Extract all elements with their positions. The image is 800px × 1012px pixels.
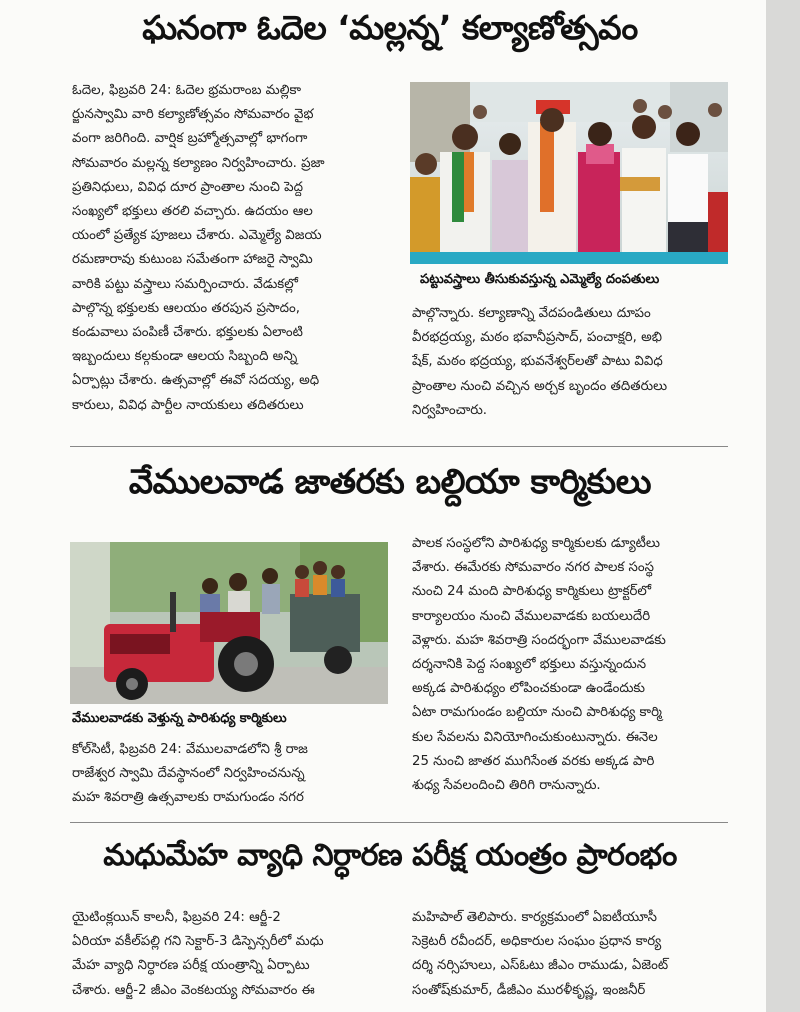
text-line: 25 నుంచి జాతర ముగిసేంత వరకు అక్కడ పారి xyxy=(412,753,655,769)
article1-right-column xyxy=(412,302,732,423)
text-line: సెక్రెటరీ రవీందర్, అధికారుల సంఘం ప్రధాన కార్య xyxy=(412,934,662,950)
text-line: మహిపాల్ తెలిపారు. కార్యక్రమంలో ఏఐటీయూసీ xyxy=(412,910,657,925)
text-line: శుధ్య సేవలందించి తిరిగి రానున్నారు. xyxy=(412,778,601,794)
text-line: దర్శి నర్సిహులు, ఎస్‌ఓటు జీఎం రాముడు, ఏజెంట్ xyxy=(412,958,669,974)
text-line: ఏర్పాట్లు చేశారు. ఉత్సవాల్లో ఈవో సదయ్య, అధి xyxy=(72,373,320,389)
text-line: వెళ్లారు. మహ శివరాత్రి సందర్భంగా వేములవాడకు xyxy=(412,632,666,648)
text-line: కార్యాలయం నుంచి వేములవాడకు బయలుదేరి xyxy=(412,608,651,624)
text-line: మేహ వ్యాధి నిర్ధారణ పరీక్ష యంత్రాన్ని ఏర్పాటు xyxy=(72,958,310,974)
text-line: పాలక సంస్థలోని పారిశుధ్య కార్మికులకు డ్యూటీలు xyxy=(412,536,660,551)
text-line: వేశారు. ఈమేరకు సోమవారం నగర పాలక సంస్థ xyxy=(412,560,654,576)
text-line: యైటింక్లయిన్ కాలనీ, ఫిబ్రవరి 24: ఆర్జీ-2 xyxy=(72,910,281,925)
text-line: దర్శనానికి పెద్ద సంఖ్యలో భక్తులు వస్తున్నందున xyxy=(412,657,647,673)
text-line: వీరభద్రయ్య, మఠం భవానీప్రసాద్, పంచాక్షరి, అభి xyxy=(412,330,662,346)
article2-left-column xyxy=(72,738,397,811)
divider xyxy=(70,446,728,447)
text-line: రాజేశ్వర స్వామి దేవస్థానంలో నిర్వహించనున్న xyxy=(72,766,305,782)
text-line: ఏటా రామగుండం బల్దియా నుంచి పారిశుధ్య కార్మి xyxy=(412,705,662,721)
text-line: చేశారు. ఆర్జీ-2 జీఎం వెంకటయ్య సోమవారం ఈ xyxy=(72,982,315,998)
page-edge xyxy=(766,0,800,1012)
text-line: పాల్గొన్నారు. కల్యాణాన్ని వేదపండితులు దూపం xyxy=(412,306,651,321)
article2-headline: వేములవాడ జాతరకు బల్దియా కార్మికులు xyxy=(128,462,652,502)
text-line: సంఖ్యలో భక్తులు తరలి వచ్చారు. ఉదయం ఆల xyxy=(72,204,313,220)
text-line: ప్రాంతాల నుంచి వచ్చిన అర్చక బృందం తదితరులు xyxy=(412,378,668,394)
text-line: కోల్‌సిటీ, ఫిబ్రవరి 24: వేములవాడలోని శ్రీ రాజ xyxy=(72,742,308,757)
text-line: సంతోష్‌కుమార్, డీజీఎం మురళీకృష్ణ, ఇంజనీర్ xyxy=(412,982,646,998)
text-line: కండువాలు పంపిణీ చేశారు. భక్తులకు ఏలాంటి xyxy=(72,325,303,341)
article3-left-column xyxy=(72,906,397,1003)
text-line: నిర్వహించారు. xyxy=(412,402,488,418)
text-line: వంగా జరిగింది. వార్షిక బ్రహ్మోత్సవాల్లో భాగంగా xyxy=(72,131,308,147)
article3-right-column xyxy=(412,906,732,1003)
article3-headline: మధుమేహ వ్యాధి నిర్ధారణ పరీక్ష యంత్రం ప్రారంభం xyxy=(103,838,677,873)
article1-photo-caption: పట్టువస్త్రాలు తీసుకువస్తున్న ఎమ్మెల్యే దంపతులు xyxy=(420,272,660,287)
article2-photo xyxy=(70,542,388,704)
text-line: నుంచి 24 మంది పారిశుధ్య కార్మికులు ట్రాక్టర్‌లో xyxy=(412,584,652,600)
text-line: ప్రతినిధులు, వివిధ దూర ప్రాంతాల నుంచి పెద్ద xyxy=(72,179,303,195)
text-line: సోమవారం మల్లన్న కల్యాణం నిర్వహించారు. ప్రజా xyxy=(72,155,325,171)
article1-left-column xyxy=(72,79,397,418)
text-line: యంలో ప్రత్యేక పూజలు చేశారు. ఎమ్మెల్యే విజయ xyxy=(72,228,322,244)
text-line: వారికి పట్టు వస్త్రాలు సమర్పించారు. వేడుకల్లో xyxy=(72,276,298,292)
article2-photo-caption: వేములవాడకు వెళ్తున్న పారిశుధ్య కార్మికులు xyxy=(72,711,287,726)
text-line: కారులు, వివిధ పార్టీల నాయకులు తదితరులు xyxy=(72,397,304,413)
text-line: అక్కడ పారిశుధ్యం లోపించకుండా ఉండేందుకు xyxy=(412,681,645,697)
text-line: షేక్, మఠం భద్రయ్య, భువనేశ్వర్‌లతో పాటు వివిధ xyxy=(412,354,663,370)
article1-headline: ఘనంగా ఓదెల ‘మల్లన్న’ కల్యాణోత్సవం xyxy=(142,8,638,47)
article1-photo xyxy=(410,82,728,264)
text-line: ఇబ్బందులు కల్గకుండా ఆలయ సిబ్బంది అన్ని xyxy=(72,349,298,365)
text-line: ర్జునస్వామి వారి కల్యాణోత్సవం సోమవారం వైభ xyxy=(72,107,314,123)
divider xyxy=(70,822,728,823)
text-line: మహ శివరాత్రి ఉత్సవాలకు రామగుండం నగర xyxy=(72,790,304,806)
text-line: రమణారావు కుటుంబ సమేతంగా హాజరై స్వామి xyxy=(72,252,313,268)
text-line: ఏరియా వకీల్‌పల్లి గని సెక్టార్-3 డిస్పెన్సరీలో మధు xyxy=(72,934,324,950)
article2-right-column xyxy=(412,532,732,798)
text-line: ఓదెల, ఫిబ్రవరి 24: ఓదెల భ్రమరాంబ మల్లికా xyxy=(72,83,302,98)
text-line: పాల్గొన్న భక్తులకు ఆలయం తరపున ప్రసాదం, xyxy=(72,300,300,316)
text-line: కుల సేవలను వినియోగించుకుంటున్నారు. ఈనెల xyxy=(412,729,658,745)
